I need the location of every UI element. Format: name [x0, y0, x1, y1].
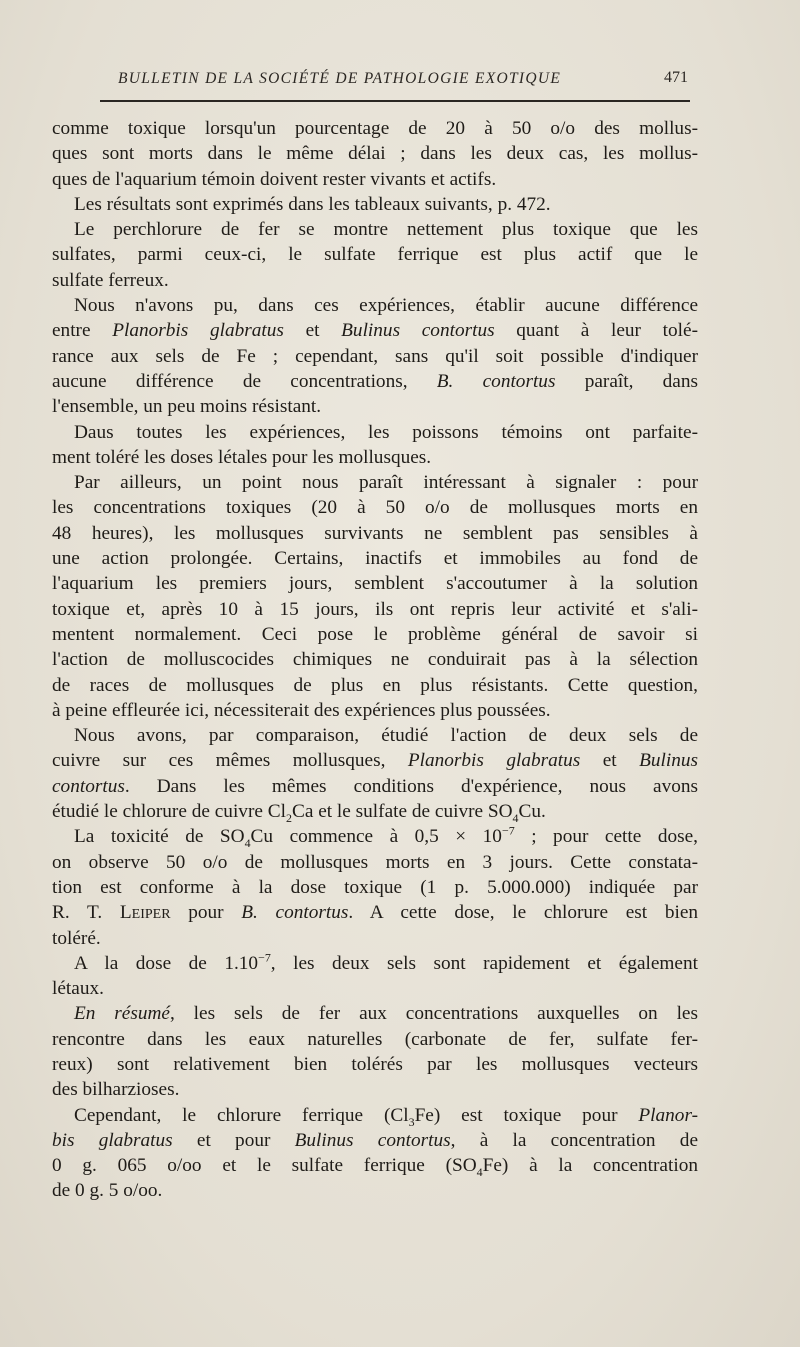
species-name: Bulinus	[639, 750, 698, 772]
text-line: l'ensemble, un peu moins résistant.	[52, 396, 322, 418]
subscript: 3	[408, 1114, 415, 1129]
superscript: −7	[501, 823, 515, 838]
text-run: R. T.	[52, 902, 120, 924]
text-run: 0 g. 065 o/oo et le sulfate ferrique (SO	[52, 1155, 477, 1177]
text-line	[52, 799, 698, 824]
text-line: toxique et, après 10 à 15 jours, ils ont repris leur activité et s'ali-	[52, 598, 698, 620]
species-name: B. contortus	[241, 902, 349, 924]
text-line: ques de l'aquarium témoin doivent rester vivants et actifs.	[52, 168, 497, 190]
text-line: rance aux sels de Fe ; cependant, sans qu'il soit possible d'indiquer	[52, 345, 698, 367]
text-line	[52, 1001, 698, 1026]
text-line: des bilharzioses.	[52, 1079, 180, 1101]
header-rule	[100, 100, 690, 102]
text-line	[52, 774, 698, 799]
text-run: cuivre sur ces mêmes mollusques,	[52, 750, 408, 772]
subscript: 2	[285, 810, 292, 825]
text-run: pour	[170, 902, 242, 924]
text-run: étudié le chlorure de cuivre Cl	[52, 801, 286, 823]
paragraph-10	[52, 1001, 698, 1102]
paragraph-7	[52, 723, 698, 824]
text-run: et pour	[172, 1129, 295, 1151]
text-line	[52, 824, 698, 849]
text-line: comme toxique lorsqu'un pourcentage de 20 à 50 o/o des mollus-	[52, 118, 698, 139]
paragraph-11	[52, 1103, 698, 1204]
text-line	[52, 748, 698, 773]
paragraph-2	[52, 192, 698, 217]
running-header	[58, 70, 688, 96]
text-line: l'action de molluscocides chimiques ne conduirait pas à la sélection	[52, 649, 698, 671]
text-run: Fe) à la concentration	[482, 1155, 698, 1177]
paragraph-6	[52, 470, 698, 723]
page-number: 471	[664, 69, 688, 86]
text-run: , les sels de fer aux concentrations auxquelles on les	[169, 1003, 698, 1025]
text-run: entre	[52, 320, 113, 342]
species-name: contortus	[52, 775, 125, 797]
text-line: rencontre dans les eaux naturelles (carbonate de fer, sulfate fer-	[52, 1028, 698, 1050]
text-run: paraît, dans	[555, 370, 698, 392]
text-run: Cu commence à 0,5 × 10	[250, 826, 502, 848]
species-name: Bulinus contortus	[341, 320, 495, 342]
text-line	[52, 1103, 698, 1128]
text-line: reux) sont relativement bien tolérés par les mollusques vecteurs	[52, 1053, 698, 1075]
paragraph-3	[52, 217, 698, 293]
text-line	[52, 951, 698, 976]
text-run: Fe) est toxique pour	[414, 1104, 639, 1126]
text-line: de races de mollusques de plus en plus résistants. Cette question,	[52, 674, 698, 696]
text-line: 48 heures), les mollusques survivants ne semblent pas sensibles à	[52, 522, 698, 544]
text-run: Cependant, le chlorure ferrique (Cl	[74, 1104, 409, 1126]
text-line: létaux.	[52, 978, 104, 1000]
text-line: Le perchlorure de fer se montre nettement plus toxique que les	[74, 219, 698, 241]
paragraph-5	[52, 420, 698, 471]
species-name: Planor-	[638, 1104, 698, 1126]
text-run: Cu.	[518, 801, 546, 823]
text-line	[52, 1153, 698, 1178]
text-line: une action prolongée. Certains, inactifs et immobiles au fond de	[52, 548, 698, 570]
text-line: toléré.	[52, 927, 101, 949]
species-name: B. contortus	[436, 370, 556, 392]
paragraph-4	[52, 293, 698, 419]
paragraph-8	[52, 824, 698, 950]
author-name: Leiper	[119, 902, 171, 924]
text-line: tion est conforme à la dose toxique (1 p. 5.000.000) indiquée par	[52, 876, 698, 898]
text-run: . Dans les mêmes conditions d'expérience, nous avons	[124, 775, 698, 797]
article-body	[52, 116, 698, 1204]
text-run: et	[283, 320, 342, 342]
text-run: , les deux sels sont rapidement et également	[270, 952, 698, 974]
text-line: Nous avons, par comparaison, étudié l'action de deux sels de	[74, 725, 698, 747]
species-name: Bulinus contortus	[294, 1129, 451, 1151]
text-line: Daus toutes les expériences, les poissons témoins ont parfaite-	[74, 421, 698, 443]
species-name: bis glabratus	[52, 1129, 173, 1151]
text-line: de 0 g. 5 o/oo.	[52, 1180, 163, 1202]
text-line	[52, 1128, 698, 1153]
text-run: A la dose de 1.10	[74, 952, 259, 974]
text-line: sulfate ferreux.	[52, 269, 169, 291]
text-run: quant à leur tolé-	[494, 320, 698, 342]
subscript: 4	[512, 810, 519, 825]
text-line: ment toléré les doses létales pour les mollusques.	[52, 446, 432, 468]
text-line: à peine effleurée ici, nécessiterait des expériences plus poussées.	[52, 699, 551, 721]
subscript: 4	[244, 836, 251, 851]
text-run: Ca et le sulfate de cuivre SO	[291, 801, 513, 823]
text-line: ques sont morts dans le même délai ; dans les deux cas, les mollus-	[52, 143, 698, 165]
text-run: , à la concentration de	[450, 1129, 698, 1151]
text-line: sulfates, parmi ceux-ci, le sulfate ferrique est plus actif que le	[52, 244, 698, 266]
paragraph-1	[52, 116, 698, 192]
text-line: l'aquarium les premiers jours, semblent s'accoutumer à la solution	[52, 573, 698, 595]
text-line: on observe 50 o/o de mollusques morts en 3 jours. Cette constata-	[52, 851, 698, 873]
text-line: Nous n'avons pu, dans ces expériences, établir aucune différence	[74, 295, 698, 317]
text-run: ; pour cette dose,	[514, 826, 698, 848]
paragraph-9	[52, 951, 698, 1002]
text-run: La toxicité de SO	[74, 826, 245, 848]
species-name: Planorbis glabratus	[112, 320, 284, 342]
text-run: et	[580, 750, 640, 772]
text-line: Par ailleurs, un point nous paraît intéressant à signaler : pour	[74, 472, 698, 494]
text-line: mentent normalement. Ceci pose le problème général de savoir si	[52, 623, 698, 645]
species-name: Planorbis glabratus	[407, 750, 581, 772]
text-line	[52, 369, 698, 394]
text-line: les concentrations toxiques (20 à 50 o/o de mollusques morts en	[52, 497, 698, 519]
text-line: Les résultats sont exprimés dans les tableaux suivants, p. 472.	[74, 193, 551, 215]
subscript: 4	[476, 1165, 483, 1180]
text-run: . A cette dose, le chlorure est bien	[348, 902, 699, 924]
text-line	[52, 318, 698, 343]
superscript: −7	[258, 950, 271, 965]
journal-title: BULLETIN DE LA SOCIÉTÉ DE PATHOLOGIE EXOTIQUE	[118, 70, 562, 87]
emphasis: En résumé	[74, 1003, 170, 1025]
text-run: aucune différence de concentrations,	[52, 370, 437, 392]
text-line	[52, 900, 698, 925]
